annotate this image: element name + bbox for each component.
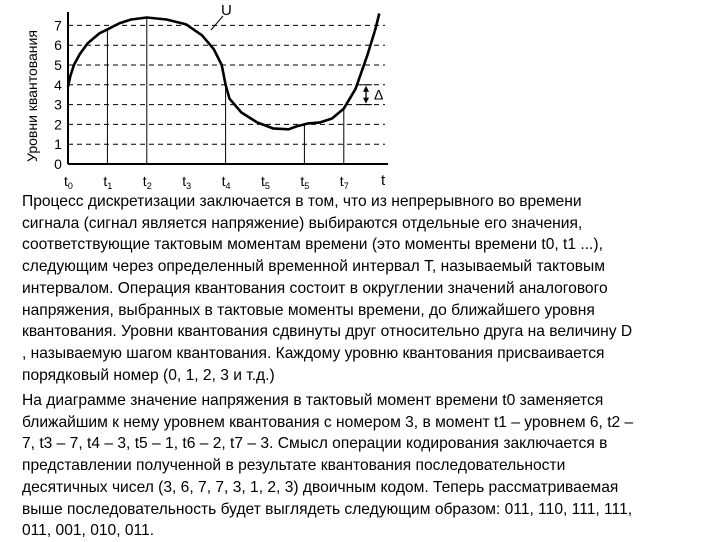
y-tick-label: 1 xyxy=(54,136,62,153)
quantization-diagram xyxy=(0,0,720,190)
signal-curve-u xyxy=(68,14,379,130)
y-tick-label: 0 xyxy=(54,156,62,172)
y-tick-labels xyxy=(54,17,62,172)
curve-label: U xyxy=(221,2,232,19)
x-tick-label: $t_2$ xyxy=(142,173,152,190)
x-tick-label: $t_0$ xyxy=(64,173,73,190)
quantization-step-marker xyxy=(360,85,372,105)
x-tick-labels xyxy=(64,173,349,190)
x-axis-label: t xyxy=(381,172,386,189)
paragraph-coding: На диаграмме значение напряжения в тактовый момент времени t0 заменяется ближайшим к нему уровнем квантования с номером 3, в момент t1 – уровнем 6, t2 – 7, t3 – 7, t4 – 3, t5 – 1, t6 – 2, t7 – 3. Смысл операции кодирования заключается в представлении полученной в результате квантования последовательности десятичных чисел (3, 6, 7, 7, 3, 1, 2, 3) двоичным кодом. Теперь рассматриваемая выше последовательность будет выглядеть следующим образом: 011, 110, 111, 111, 011, 001, 010, 011. xyxy=(22,392,634,540)
x-tick-label: $t_7$ xyxy=(339,173,349,190)
x-tick-label: $t_3$ xyxy=(182,173,192,190)
y-axis-label: Уровни квантования xyxy=(24,30,40,162)
y-tick-label: 3 xyxy=(54,96,62,113)
x-tick-label: $t_4$ xyxy=(221,173,231,190)
x-tick-label: $t_5$ xyxy=(300,173,310,190)
sample-lines xyxy=(107,17,343,164)
y-tick-label: 2 xyxy=(54,116,62,133)
y-tick-label: 6 xyxy=(54,37,62,54)
paragraph-discretization: Процесс дискретизации заключается в том, что из непрерывного во времени сигнала (сигнал является напряжение) выбираются отдельные его значения, соответствующие тактовым моментам времени (это моменты времени t0, t1 ...), следующим через определенный временной интервал Т, называемый тактовым интервалом. Операция квантования состоит в округлении значений аналогового напряжения, выбранных в тактовые моменты времени, до ближайшего уровня квантования. Уровни квантования сдвинуты друг относительно друга на величину D , называемую шагом квантования. Каждому уровню квантования присваивается порядковый номер (0, 1, 2, 3 и т.д.) xyxy=(22,193,633,384)
delta-label: Δ xyxy=(374,86,384,103)
y-tick-label: 7 xyxy=(54,17,62,34)
y-tick-label: 5 xyxy=(54,57,62,73)
x-tick-label: $t_1$ xyxy=(103,173,113,190)
y-tick-label: 4 xyxy=(54,76,62,93)
x-tick-label: $t_5$ xyxy=(261,173,270,190)
